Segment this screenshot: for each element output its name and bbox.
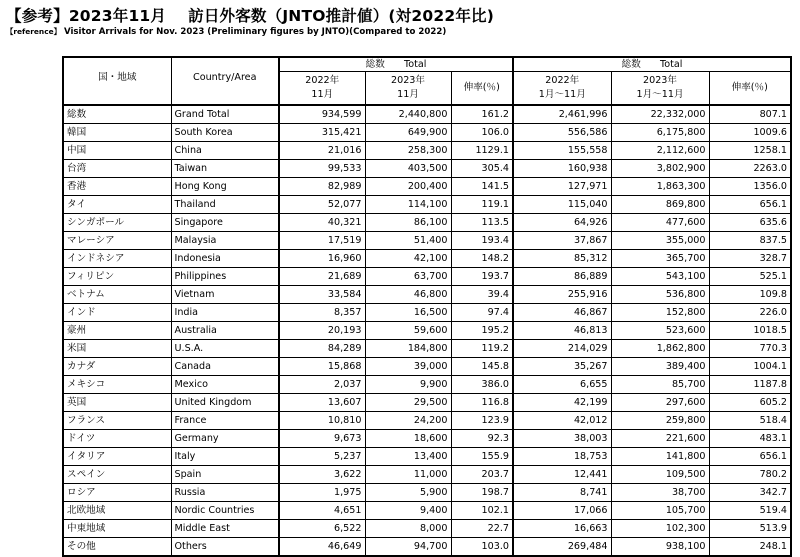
cell-area-en: Others bbox=[171, 538, 279, 557]
cell-nov-2022: 4,651 bbox=[279, 502, 365, 520]
table-row bbox=[63, 214, 791, 232]
cell-jan-nov-2023: 221,600 bbox=[611, 430, 709, 448]
cell-growth-cumulative: 1004.1 bbox=[709, 358, 791, 376]
cell-jan-nov-2023: 38,700 bbox=[611, 484, 709, 502]
cell-area-en: Mexico bbox=[171, 376, 279, 394]
cell-jan-nov-2022: 38,003 bbox=[513, 430, 611, 448]
page-title bbox=[6, 4, 494, 26]
cell-jan-nov-2022: 115,040 bbox=[513, 196, 611, 214]
header-cumulative-group: 総数 Total bbox=[513, 57, 791, 72]
cell-nov-2023: 63,700 bbox=[365, 268, 451, 286]
cell-area-jp: フランス bbox=[63, 412, 171, 430]
cell-growth-cumulative: 1258.1 bbox=[709, 142, 791, 160]
cell-growth-monthly: 39.4 bbox=[451, 286, 513, 304]
cell-area-en: Philippines bbox=[171, 268, 279, 286]
cell-nov-2022: 21,689 bbox=[279, 268, 365, 286]
cell-nov-2022: 46,649 bbox=[279, 538, 365, 557]
cell-growth-monthly: 123.9 bbox=[451, 412, 513, 430]
table-row bbox=[63, 160, 791, 178]
header-nov-2023 bbox=[365, 72, 451, 106]
cell-growth-monthly: 193.7 bbox=[451, 268, 513, 286]
cell-growth-cumulative: 807.1 bbox=[709, 105, 791, 124]
cell-area-en: Indonesia bbox=[171, 250, 279, 268]
cell-jan-nov-2023: 297,600 bbox=[611, 394, 709, 412]
cell-growth-monthly: 305.4 bbox=[451, 160, 513, 178]
cell-nov-2023: 8,000 bbox=[365, 520, 451, 538]
table-row bbox=[63, 484, 791, 502]
header-area-jp: 国・地域 bbox=[63, 57, 171, 105]
cell-area-en: U.S.A. bbox=[171, 340, 279, 358]
header-growth-cumulative: 伸率(％) bbox=[709, 72, 791, 106]
table-row bbox=[63, 250, 791, 268]
cell-area-en: Taiwan bbox=[171, 160, 279, 178]
cell-nov-2023: 42,100 bbox=[365, 250, 451, 268]
cell-nov-2023: 16,500 bbox=[365, 304, 451, 322]
cell-jan-nov-2023: 536,800 bbox=[611, 286, 709, 304]
title-tag: 【参考】 bbox=[6, 7, 69, 25]
cell-area-jp: その他 bbox=[63, 538, 171, 557]
cell-area-en: Nordic Countries bbox=[171, 502, 279, 520]
cell-nov-2023: 46,800 bbox=[365, 286, 451, 304]
cell-area-en: France bbox=[171, 412, 279, 430]
header-nov-2022-text: 2022年 11月 bbox=[305, 75, 340, 100]
cell-growth-cumulative: 1187.8 bbox=[709, 376, 791, 394]
cell-nov-2023: 18,600 bbox=[365, 430, 451, 448]
cell-nov-2022: 20,193 bbox=[279, 322, 365, 340]
table-row bbox=[63, 430, 791, 448]
cell-nov-2023: 114,100 bbox=[365, 196, 451, 214]
cell-nov-2022: 3,622 bbox=[279, 466, 365, 484]
cell-area-en: Grand Total bbox=[171, 105, 279, 124]
cell-area-en: Middle East bbox=[171, 520, 279, 538]
cell-area-jp: 韓国 bbox=[63, 124, 171, 142]
cell-growth-monthly: 113.5 bbox=[451, 214, 513, 232]
cell-nov-2023: 13,400 bbox=[365, 448, 451, 466]
cell-nov-2023: 649,900 bbox=[365, 124, 451, 142]
cell-area-jp: ベトナム bbox=[63, 286, 171, 304]
cell-area-jp: フィリピン bbox=[63, 268, 171, 286]
cell-jan-nov-2022: 155,558 bbox=[513, 142, 611, 160]
cell-nov-2022: 2,037 bbox=[279, 376, 365, 394]
cell-growth-monthly: 195.2 bbox=[451, 322, 513, 340]
cell-jan-nov-2023: 109,500 bbox=[611, 466, 709, 484]
cell-nov-2023: 59,600 bbox=[365, 322, 451, 340]
table-body bbox=[63, 105, 791, 556]
table-row bbox=[63, 448, 791, 466]
cell-jan-nov-2022: 556,586 bbox=[513, 124, 611, 142]
table-row bbox=[63, 268, 791, 286]
cell-growth-cumulative: 656.1 bbox=[709, 196, 791, 214]
cell-nov-2022: 315,421 bbox=[279, 124, 365, 142]
cell-area-jp: タイ bbox=[63, 196, 171, 214]
cell-nov-2022: 17,519 bbox=[279, 232, 365, 250]
cell-growth-cumulative: 328.7 bbox=[709, 250, 791, 268]
cell-area-jp: カナダ bbox=[63, 358, 171, 376]
subtitle-tag: 【reference】 bbox=[6, 27, 61, 36]
cell-jan-nov-2022: 160,938 bbox=[513, 160, 611, 178]
cell-area-en: Australia bbox=[171, 322, 279, 340]
cell-nov-2023: 51,400 bbox=[365, 232, 451, 250]
page-subtitle bbox=[6, 26, 446, 37]
cell-growth-monthly: 148.2 bbox=[451, 250, 513, 268]
title-main: 訪日外客数（JNTO推計値）(対2022年比) bbox=[188, 7, 495, 25]
cell-jan-nov-2023: 22,332,000 bbox=[611, 105, 709, 124]
cell-growth-cumulative: 519.4 bbox=[709, 502, 791, 520]
cell-area-en: South Korea bbox=[171, 124, 279, 142]
cell-jan-nov-2023: 105,700 bbox=[611, 502, 709, 520]
cell-jan-nov-2022: 35,267 bbox=[513, 358, 611, 376]
cell-nov-2023: 200,400 bbox=[365, 178, 451, 196]
cell-jan-nov-2023: 355,000 bbox=[611, 232, 709, 250]
table-row bbox=[63, 178, 791, 196]
cell-area-jp: ロシア bbox=[63, 484, 171, 502]
table-row bbox=[63, 394, 791, 412]
cell-nov-2022: 52,077 bbox=[279, 196, 365, 214]
cell-area-jp: 英国 bbox=[63, 394, 171, 412]
cell-growth-cumulative: 518.4 bbox=[709, 412, 791, 430]
table-row bbox=[63, 502, 791, 520]
cell-area-en: India bbox=[171, 304, 279, 322]
cell-jan-nov-2022: 12,441 bbox=[513, 466, 611, 484]
header-nov-2022 bbox=[279, 72, 365, 106]
header-jan-nov-2023 bbox=[611, 72, 709, 106]
cell-growth-monthly: 92.3 bbox=[451, 430, 513, 448]
header-area-en: Country/Area bbox=[171, 57, 279, 105]
cell-nov-2022: 8,357 bbox=[279, 304, 365, 322]
table-row bbox=[63, 538, 791, 557]
cell-area-jp: 中東地域 bbox=[63, 520, 171, 538]
cell-nov-2022: 40,321 bbox=[279, 214, 365, 232]
cell-growth-monthly: 119.2 bbox=[451, 340, 513, 358]
cell-growth-cumulative: 226.0 bbox=[709, 304, 791, 322]
cell-nov-2023: 39,000 bbox=[365, 358, 451, 376]
cell-growth-cumulative: 1356.0 bbox=[709, 178, 791, 196]
cell-growth-monthly: 198.7 bbox=[451, 484, 513, 502]
table-row bbox=[63, 196, 791, 214]
cell-jan-nov-2022: 255,916 bbox=[513, 286, 611, 304]
cell-area-jp: シンガポール bbox=[63, 214, 171, 232]
cell-area-en: Singapore bbox=[171, 214, 279, 232]
table-row bbox=[63, 376, 791, 394]
cell-jan-nov-2022: 16,663 bbox=[513, 520, 611, 538]
cell-area-jp: インドネシア bbox=[63, 250, 171, 268]
cell-growth-cumulative: 342.7 bbox=[709, 484, 791, 502]
cell-jan-nov-2022: 6,655 bbox=[513, 376, 611, 394]
cell-nov-2023: 2,440,800 bbox=[365, 105, 451, 124]
header-nov-2023-text: 2023年 11月 bbox=[390, 75, 425, 100]
cell-growth-monthly: 155.9 bbox=[451, 448, 513, 466]
table-row bbox=[63, 232, 791, 250]
cell-nov-2023: 403,500 bbox=[365, 160, 451, 178]
cell-nov-2022: 6,522 bbox=[279, 520, 365, 538]
cell-area-jp: インド bbox=[63, 304, 171, 322]
cell-jan-nov-2023: 1,862,800 bbox=[611, 340, 709, 358]
cell-jan-nov-2023: 365,700 bbox=[611, 250, 709, 268]
cell-jan-nov-2022: 46,867 bbox=[513, 304, 611, 322]
cell-area-en: Thailand bbox=[171, 196, 279, 214]
cell-jan-nov-2022: 37,867 bbox=[513, 232, 611, 250]
cell-growth-monthly: 141.5 bbox=[451, 178, 513, 196]
cell-area-jp: スペイン bbox=[63, 466, 171, 484]
cell-area-en: Spain bbox=[171, 466, 279, 484]
cell-growth-cumulative: 770.3 bbox=[709, 340, 791, 358]
cell-nov-2022: 15,868 bbox=[279, 358, 365, 376]
cell-growth-monthly: 1129.1 bbox=[451, 142, 513, 160]
cell-jan-nov-2022: 42,199 bbox=[513, 394, 611, 412]
table-row bbox=[63, 124, 791, 142]
table-row bbox=[63, 340, 791, 358]
header-jan-nov-2022-text: 2022年 1月～11月 bbox=[538, 75, 586, 100]
cell-jan-nov-2023: 102,300 bbox=[611, 520, 709, 538]
cell-jan-nov-2022: 269,484 bbox=[513, 538, 611, 557]
cell-jan-nov-2023: 85,700 bbox=[611, 376, 709, 394]
cell-jan-nov-2022: 86,889 bbox=[513, 268, 611, 286]
table-header bbox=[63, 57, 791, 105]
cell-jan-nov-2023: 141,800 bbox=[611, 448, 709, 466]
header-monthly-group: 総数 Total bbox=[279, 57, 513, 72]
cell-nov-2022: 82,989 bbox=[279, 178, 365, 196]
cell-nov-2023: 9,400 bbox=[365, 502, 451, 520]
cell-area-en: Russia bbox=[171, 484, 279, 502]
cell-growth-cumulative: 2263.0 bbox=[709, 160, 791, 178]
header-jan-nov-2022 bbox=[513, 72, 611, 106]
cell-area-en: China bbox=[171, 142, 279, 160]
cell-jan-nov-2023: 259,800 bbox=[611, 412, 709, 430]
cell-nov-2023: 29,500 bbox=[365, 394, 451, 412]
cell-nov-2023: 184,800 bbox=[365, 340, 451, 358]
cell-growth-cumulative: 780.2 bbox=[709, 466, 791, 484]
subtitle-text: Visitor Arrivals for Nov. 2023 (Preliminary figures by JNTO)(Compared to 2022) bbox=[63, 27, 447, 37]
visitor-arrivals-table bbox=[62, 56, 792, 557]
cell-nov-2022: 1,975 bbox=[279, 484, 365, 502]
cell-area-jp: 豪州 bbox=[63, 322, 171, 340]
cell-nov-2022: 10,810 bbox=[279, 412, 365, 430]
cell-nov-2023: 258,300 bbox=[365, 142, 451, 160]
cell-jan-nov-2023: 869,800 bbox=[611, 196, 709, 214]
cell-nov-2022: 13,607 bbox=[279, 394, 365, 412]
cell-growth-monthly: 386.0 bbox=[451, 376, 513, 394]
cell-area-en: Vietnam bbox=[171, 286, 279, 304]
cell-growth-cumulative: 656.1 bbox=[709, 448, 791, 466]
cell-jan-nov-2022: 17,066 bbox=[513, 502, 611, 520]
cell-growth-monthly: 102.1 bbox=[451, 502, 513, 520]
cell-nov-2023: 94,700 bbox=[365, 538, 451, 557]
table-row bbox=[63, 142, 791, 160]
cell-growth-monthly: 119.1 bbox=[451, 196, 513, 214]
cell-growth-cumulative: 1009.6 bbox=[709, 124, 791, 142]
cell-growth-monthly: 203.7 bbox=[451, 466, 513, 484]
cell-area-jp: メキシコ bbox=[63, 376, 171, 394]
cell-area-jp: 米国 bbox=[63, 340, 171, 358]
cell-jan-nov-2022: 214,029 bbox=[513, 340, 611, 358]
cell-jan-nov-2023: 2,112,600 bbox=[611, 142, 709, 160]
cell-area-en: United Kingdom bbox=[171, 394, 279, 412]
cell-jan-nov-2022: 8,741 bbox=[513, 484, 611, 502]
cell-growth-cumulative: 525.1 bbox=[709, 268, 791, 286]
cell-nov-2022: 5,237 bbox=[279, 448, 365, 466]
cell-area-en: Canada bbox=[171, 358, 279, 376]
table-row bbox=[63, 286, 791, 304]
cell-jan-nov-2023: 543,100 bbox=[611, 268, 709, 286]
cell-area-jp: マレーシア bbox=[63, 232, 171, 250]
cell-area-jp: 中国 bbox=[63, 142, 171, 160]
cell-area-en: Germany bbox=[171, 430, 279, 448]
cell-growth-monthly: 106.0 bbox=[451, 124, 513, 142]
cell-jan-nov-2023: 523,600 bbox=[611, 322, 709, 340]
cell-nov-2022: 21,016 bbox=[279, 142, 365, 160]
cell-nov-2022: 84,289 bbox=[279, 340, 365, 358]
table-row bbox=[63, 520, 791, 538]
cell-nov-2022: 33,584 bbox=[279, 286, 365, 304]
cell-jan-nov-2023: 6,175,800 bbox=[611, 124, 709, 142]
cell-growth-cumulative: 109.8 bbox=[709, 286, 791, 304]
cell-nov-2022: 9,673 bbox=[279, 430, 365, 448]
cell-jan-nov-2022: 64,926 bbox=[513, 214, 611, 232]
cell-nov-2023: 11,000 bbox=[365, 466, 451, 484]
cell-growth-cumulative: 248.1 bbox=[709, 538, 791, 557]
table-row bbox=[63, 304, 791, 322]
table-row bbox=[63, 105, 791, 124]
cell-jan-nov-2023: 1,863,300 bbox=[611, 178, 709, 196]
cell-growth-cumulative: 483.1 bbox=[709, 430, 791, 448]
cell-growth-cumulative: 605.2 bbox=[709, 394, 791, 412]
cell-jan-nov-2023: 477,600 bbox=[611, 214, 709, 232]
cell-jan-nov-2023: 152,800 bbox=[611, 304, 709, 322]
cell-nov-2023: 24,200 bbox=[365, 412, 451, 430]
cell-growth-cumulative: 635.6 bbox=[709, 214, 791, 232]
cell-growth-monthly: 103.0 bbox=[451, 538, 513, 557]
cell-area-jp: 香港 bbox=[63, 178, 171, 196]
cell-growth-cumulative: 837.5 bbox=[709, 232, 791, 250]
table-row bbox=[63, 466, 791, 484]
cell-area-jp: 北欧地域 bbox=[63, 502, 171, 520]
table-row bbox=[63, 322, 791, 340]
cell-nov-2022: 16,960 bbox=[279, 250, 365, 268]
header-jan-nov-2023-text: 2023年 1月～11月 bbox=[636, 75, 684, 100]
cell-growth-monthly: 97.4 bbox=[451, 304, 513, 322]
table-row bbox=[63, 358, 791, 376]
cell-growth-monthly: 161.2 bbox=[451, 105, 513, 124]
cell-jan-nov-2023: 3,802,900 bbox=[611, 160, 709, 178]
cell-area-en: Italy bbox=[171, 448, 279, 466]
cell-jan-nov-2022: 18,753 bbox=[513, 448, 611, 466]
cell-area-en: Malaysia bbox=[171, 232, 279, 250]
cell-growth-monthly: 116.8 bbox=[451, 394, 513, 412]
title-month: 2023年11月 bbox=[68, 7, 167, 25]
cell-jan-nov-2022: 85,312 bbox=[513, 250, 611, 268]
cell-jan-nov-2022: 127,971 bbox=[513, 178, 611, 196]
cell-growth-monthly: 193.4 bbox=[451, 232, 513, 250]
cell-growth-cumulative: 513.9 bbox=[709, 520, 791, 538]
header-growth-monthly: 伸率(％) bbox=[451, 72, 513, 106]
cell-nov-2022: 99,533 bbox=[279, 160, 365, 178]
cell-nov-2023: 9,900 bbox=[365, 376, 451, 394]
cell-growth-monthly: 145.8 bbox=[451, 358, 513, 376]
cell-nov-2022: 934,599 bbox=[279, 105, 365, 124]
cell-jan-nov-2022: 42,012 bbox=[513, 412, 611, 430]
cell-jan-nov-2023: 389,400 bbox=[611, 358, 709, 376]
table-row bbox=[63, 412, 791, 430]
cell-jan-nov-2022: 46,813 bbox=[513, 322, 611, 340]
cell-growth-monthly: 22.7 bbox=[451, 520, 513, 538]
cell-nov-2023: 86,100 bbox=[365, 214, 451, 232]
cell-area-jp: 総数 bbox=[63, 105, 171, 124]
cell-area-jp: イタリア bbox=[63, 448, 171, 466]
cell-growth-cumulative: 1018.5 bbox=[709, 322, 791, 340]
cell-jan-nov-2023: 938,100 bbox=[611, 538, 709, 557]
cell-area-jp: ドイツ bbox=[63, 430, 171, 448]
cell-area-en: Hong Kong bbox=[171, 178, 279, 196]
cell-nov-2023: 5,900 bbox=[365, 484, 451, 502]
cell-area-jp: 台湾 bbox=[63, 160, 171, 178]
cell-jan-nov-2022: 2,461,996 bbox=[513, 105, 611, 124]
